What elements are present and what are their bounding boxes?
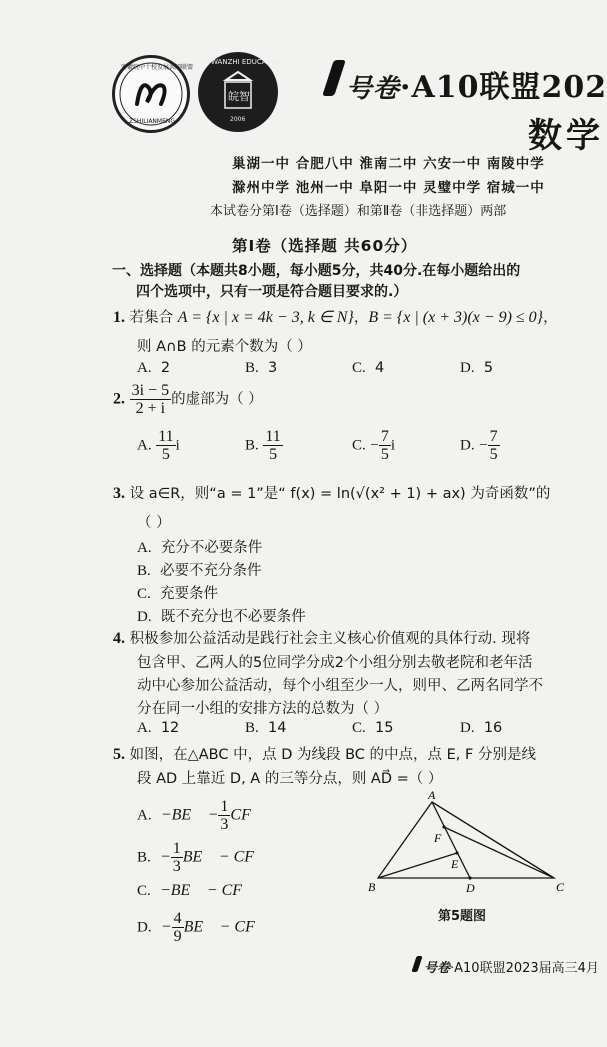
option-text: 4 [374,360,385,376]
footer-text [424,957,599,976]
q2-option-b [245,428,283,463]
q1-stem [113,306,558,327]
q3-number: 3. [113,485,125,502]
footer-brand: ·A10联盟2023届高三4月 [450,961,599,976]
option-label: D. [460,360,475,376]
schools-row-1: 巢湖一中 合肥八中 淮南二中 六安一中 南陵中学 [232,156,545,172]
q5-option-b [137,840,266,875]
label-f: F [434,831,442,845]
option-pre: −BE⃗ − [160,806,219,824]
q4-stem-line4: 分在同一小组的安排方法的总数为（ ） [137,701,389,717]
option-text: 必要不充分条件 [159,563,262,579]
frac-den: 3 [220,816,229,833]
option-label: B. [245,437,259,454]
label-d: D [466,881,475,895]
section-instruction-1: 一、选择题（本题共8小题，每小题5分，共40分.在每小题给出的 [112,263,521,279]
q1-comma-2: ， [543,310,558,326]
q2-option-d [460,428,500,463]
q2-fraction [130,382,171,417]
q5-number: 5. [113,746,125,763]
q5-option-d [137,910,267,945]
frac-sign: − [370,437,379,454]
frac-den: 9 [173,928,182,945]
option-label: B. [137,563,151,579]
q5-stem-line2: 段 AD 上靠近 D, A 的三等分点，则 AD⃗ =（ ） [137,771,443,787]
q1-option-c [352,360,384,377]
frac-den: 5 [489,446,498,463]
q3-stem [113,482,550,503]
q1-option-d [460,360,493,377]
frac-sign: − [479,437,488,454]
option-label: A. [137,807,152,824]
option-label: D. [137,919,152,936]
frac-num: 4 [173,910,182,927]
section-instruction-2: 四个选项中，只有一项是符合题目要求的.） [136,284,408,300]
option-label: B. [137,849,151,866]
option-text: 14 [267,720,287,736]
option-text: 既不充分也不必要条件 [160,609,306,625]
frac-suffix: i [390,437,396,454]
label-c: C [556,880,565,894]
option-pre: − [160,918,172,936]
frac-num: 7 [489,428,498,445]
option-text: 3 [267,360,278,376]
label-a: A [428,788,436,802]
option-label: A. [137,540,152,556]
frac-den: 5 [269,446,278,463]
frac-num: 7 [380,428,389,445]
q1-line2: 则 A∩B 的元素个数为（ ） [137,339,312,355]
q4-option-a [137,720,179,737]
q5-option-a [137,798,263,833]
triangle-abc [378,802,554,878]
part-title: 第Ⅰ卷（选择题 共60分） [232,237,418,255]
option-post: CF⃗ [230,806,264,824]
option-text: 2 [160,360,171,376]
q2-option-c [352,428,395,463]
q2-number: 2. [113,390,125,408]
frac-den: 3 [172,858,181,875]
q3-stem-text: 设 a∈R，则“a = 1”是“ f(x) = ln(√(x² + 1) + ax) 为奇函数”的 [129,486,551,502]
brand-title [346,62,607,106]
option-pre: − [159,848,171,866]
option-label: C. [137,883,151,899]
option-label: D. [460,720,475,736]
q4-stem-line1 [113,627,530,648]
league-logo-subtext: ZSHILIANMENG [129,118,176,125]
q4-stem-line3: 动中心参加公益活动，每个小组至少一人，则甲、乙两名同学不 [137,678,543,694]
q1-set-a: A = {x | x = 4k − 3, k ∈ N} [177,309,354,326]
q1-stem-text: 若集合 [129,310,178,326]
option-text: 充分不必要条件 [160,540,263,556]
q3-blank: （ ） [137,515,171,531]
point-d [468,876,471,879]
brand-script: 号卷 [346,74,401,104]
option-label: A. [137,720,152,736]
q1-option-b [245,360,277,377]
q3-option-d [137,605,306,626]
triangle-figure [366,790,582,902]
q2-stem [113,382,263,417]
q4-option-d [460,720,502,737]
league-logo-text: 安徽皖中十校发展共同联盟 [121,64,194,71]
q4-number: 4. [113,630,125,647]
q3-option-c [137,582,218,603]
q5-text: 如图，在△ABC 中，点 D 为线段 BC 的中点，点 E, F 分别是线 [129,747,536,763]
brand-mark-icon [322,60,346,96]
q1-option-a [137,360,170,377]
q4-option-b [245,720,286,737]
frac-num: 11 [158,428,174,445]
q5-option-c [137,882,254,900]
option-text: 5 [483,360,494,376]
segment-cf [444,827,554,878]
q2-stem-text: 的虚部为（ ） [171,391,263,408]
frac-num: 11 [265,428,281,445]
q2-frac-den: 2 + i [135,400,166,417]
q4-option-c [352,720,393,737]
q2-frac-num: 3i − 5 [131,382,170,399]
option-label: C. [352,437,366,454]
option-text: 充要条件 [159,586,218,602]
option-label: D. [137,609,152,625]
option-post: BE⃗ − CF⃗ [183,918,268,936]
footer-brand-mark-icon [411,956,422,972]
frac-num: 1 [220,798,229,815]
schools-row-2: 滁州中学 池州一中 阜阳一中 灵璧中学 宿城一中 [232,180,545,196]
wanzhi-logo-text: WANZHI EDUCATION [211,58,284,66]
option-label: A. [137,360,152,376]
label-e: E [451,857,459,871]
point-f [442,825,445,828]
frac-num: 1 [172,840,181,857]
option-post: BE⃗ − CF⃗ [182,848,267,866]
q4-text: 积极参加公益活动是践行社会主义核心价值观的具体行动. 现将 [129,631,531,647]
option-text: −BE⃗ − CF⃗ [159,882,255,899]
frac-suffix: i [175,437,180,454]
option-label: D. [460,437,475,454]
option-text: 15 [374,720,394,736]
option-label: B. [245,360,259,376]
footer-script: 号卷 [424,961,451,976]
q2-option-a [137,428,180,463]
q1-set-b: B = {x | (x + 3)(x − 9) ≤ 0} [368,309,544,326]
intro-line: 本试卷分第Ⅰ卷（选择题）和第Ⅱ卷（非选择题）两部 [210,204,507,219]
league-logo [112,55,194,133]
q3-option-b [137,559,261,580]
segment-be [378,853,457,878]
label-b: B [368,880,376,894]
wanzhi-logo [198,52,284,132]
frac-den: 5 [380,446,389,463]
wanzhi-logo-center: 皖智 [228,90,250,103]
option-label: C. [352,720,366,736]
q5-stem-line1 [113,743,536,764]
option-text: 16 [483,720,503,736]
wanzhi-logo-year: 2006 [230,116,246,123]
q1-number: 1. [113,309,125,326]
figure-caption: 第5题图 [438,909,487,924]
option-label: C. [137,586,151,602]
q3-option-a [137,536,262,557]
frac-den: 5 [161,446,170,463]
brand-text: ·A10联盟202 [400,70,607,105]
option-text: 12 [160,720,180,736]
option-label: C. [352,360,366,376]
option-label: A. [137,437,152,454]
subject-title: 数学 [528,116,604,156]
option-label: B. [245,720,259,736]
q4-stem-line2: 包含甲、乙两人的5位同学分成2个小组分别去敬老院和老年活 [137,655,533,671]
q1-comma: ， [353,310,369,326]
point-e [455,851,458,854]
